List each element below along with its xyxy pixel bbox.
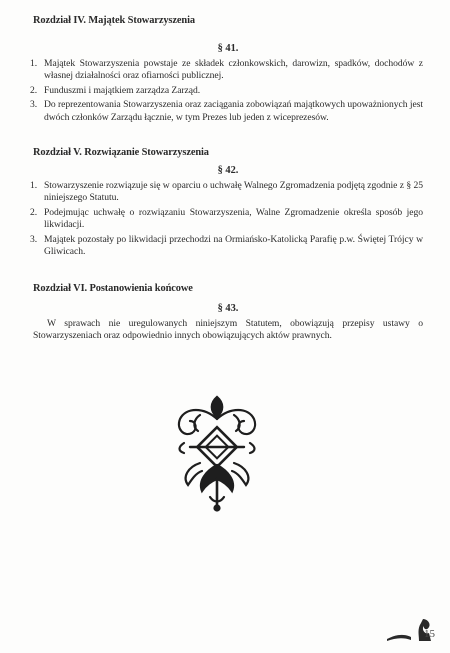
section-v [30, 146, 423, 260]
provision-list [30, 180, 423, 258]
item-number: 1. [30, 58, 38, 69]
body-paragraph: W sprawach nie uregulowanych niniejszym Statutem, obowiązują przepisy ustawy o Stowarzyszeniach oraz odpowiednio innych obowiązujących aktów prawnych. [33, 318, 423, 342]
item-number: 3. [30, 99, 38, 111]
item-text: Funduszmi i majątkiem zarządza Zarząd. [44, 84, 201, 96]
item-number: 2. [30, 206, 38, 218]
list-item [30, 84, 423, 97]
item-text: Podejmując uchwałę o rozwiązaniu Stowarzyszenia, Walne Zgromadzenie określa sposób jego likwidacji. [44, 206, 423, 231]
list-item [30, 206, 423, 232]
paragraph-number: § 42. [217, 165, 239, 176]
list-item [30, 180, 423, 205]
item-number: 3. [30, 233, 38, 245]
section-heading: Rozdział V. Rozwiązanie Stowarzyszenia [33, 147, 209, 158]
paragraph-number: § 41. [217, 43, 239, 54]
list-item [30, 99, 423, 124]
item-text: Majątek pozostały po likwidacji przechodzi na Ormiańsko-Katolicką Parafię p.w. Świętej Trójcy w Gliwicach. [44, 233, 423, 258]
page-number: 15 [424, 628, 435, 640]
item-text: Do reprezentowania Stowarzyszenia oraz zaciągania zobowiązań majątkowych upoważnionych jest dwóch członków Zarządu łącznie, w tym Prezes lub jeden z wiceprezesów. [44, 99, 423, 123]
provision-list [30, 58, 423, 124]
item-number: 2. [30, 84, 38, 96]
item-text: Stowarzyszenie rozwiązuje się w oparciu o uchwałę Walnego Zgromadzenia podjętą zgodnie z § 25 niniejszego Statutu. [44, 180, 423, 204]
list-item [30, 233, 423, 259]
section-iv [30, 14, 423, 126]
item-text: Majątek Stowarzyszenia powstaje ze składek członkowskich, darowizn, spadków, dochodów z własnej działalności oraz ofiarności publicznej. [44, 58, 423, 82]
section-heading: Rozdział VI. Postanowienia końcowe [33, 283, 193, 294]
floral-ornament-icon [170, 393, 264, 513]
item-number: 1. [30, 180, 38, 191]
list-item [30, 58, 423, 83]
section-vi [33, 282, 423, 343]
section-heading: Rozdział IV. Majątek Stowarzyszenia [33, 15, 195, 26]
paragraph-number: § 43. [217, 303, 239, 314]
